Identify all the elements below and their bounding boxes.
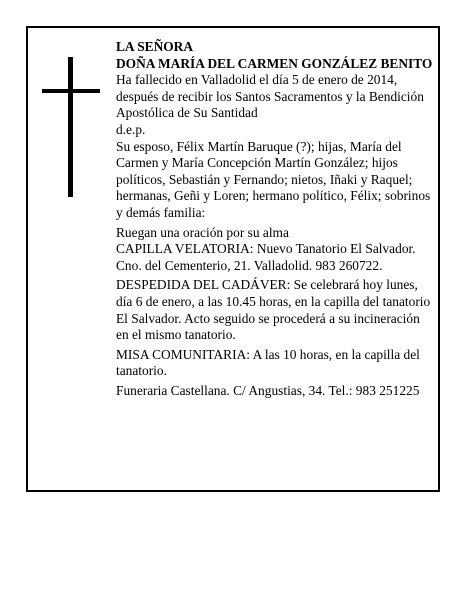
- funeral-home-info: Funeraria Castellana. C/ Angustias, 34. Tel.: 983 251225: [116, 382, 420, 398]
- obituary-card: [26, 26, 440, 492]
- cross-icon-bar: [42, 89, 100, 93]
- obituary-text: [116, 39, 434, 399]
- deceased-name: DOÑA MARÍA DEL CARMEN GONZÁLEZ BENITO: [116, 55, 433, 71]
- rip-abbreviation: d.e.p.: [116, 121, 146, 137]
- chapel-info: CAPILLA VELATORIA: Nuevo Tanatorio El Salvador. Cno. del Cementerio, 21. Valladolid. 983 260722.: [116, 241, 416, 273]
- prayer-request: Ruegan una oración por su alma: [116, 224, 289, 240]
- family-list: Su esposo, Félix Martín Baruque (?); hijas, María del Carmen y María Concepción Martín González; hijos políticos, Sebastián y Fernando; nietos, Iñaki y Raquel; hermanas, Geñi y Loren; hermano político, Félix; sobrinos y demás familia:: [116, 138, 431, 220]
- death-announcement: Ha fallecido en Valladolid el día 5 de enero de 2014, después de recibir los Santos Sacramentos y la Bendición Apostólica de Su Santidad: [116, 72, 424, 121]
- farewell-info: DESPEDIDA DEL CADÁVER: Se celebrará hoy lunes, día 6 de enero, a las 10.45 horas, en la capilla del tanatorio El Salvador. Acto seguido se procederá a su incineración en el mismo tanatorio.: [116, 277, 431, 343]
- mass-info: MISA COMUNITARIA: A las 10 horas, en la capilla del tanatorio.: [116, 346, 420, 379]
- title-line-1: LA SEÑORA: [116, 39, 194, 54]
- cross-icon: [68, 57, 73, 197]
